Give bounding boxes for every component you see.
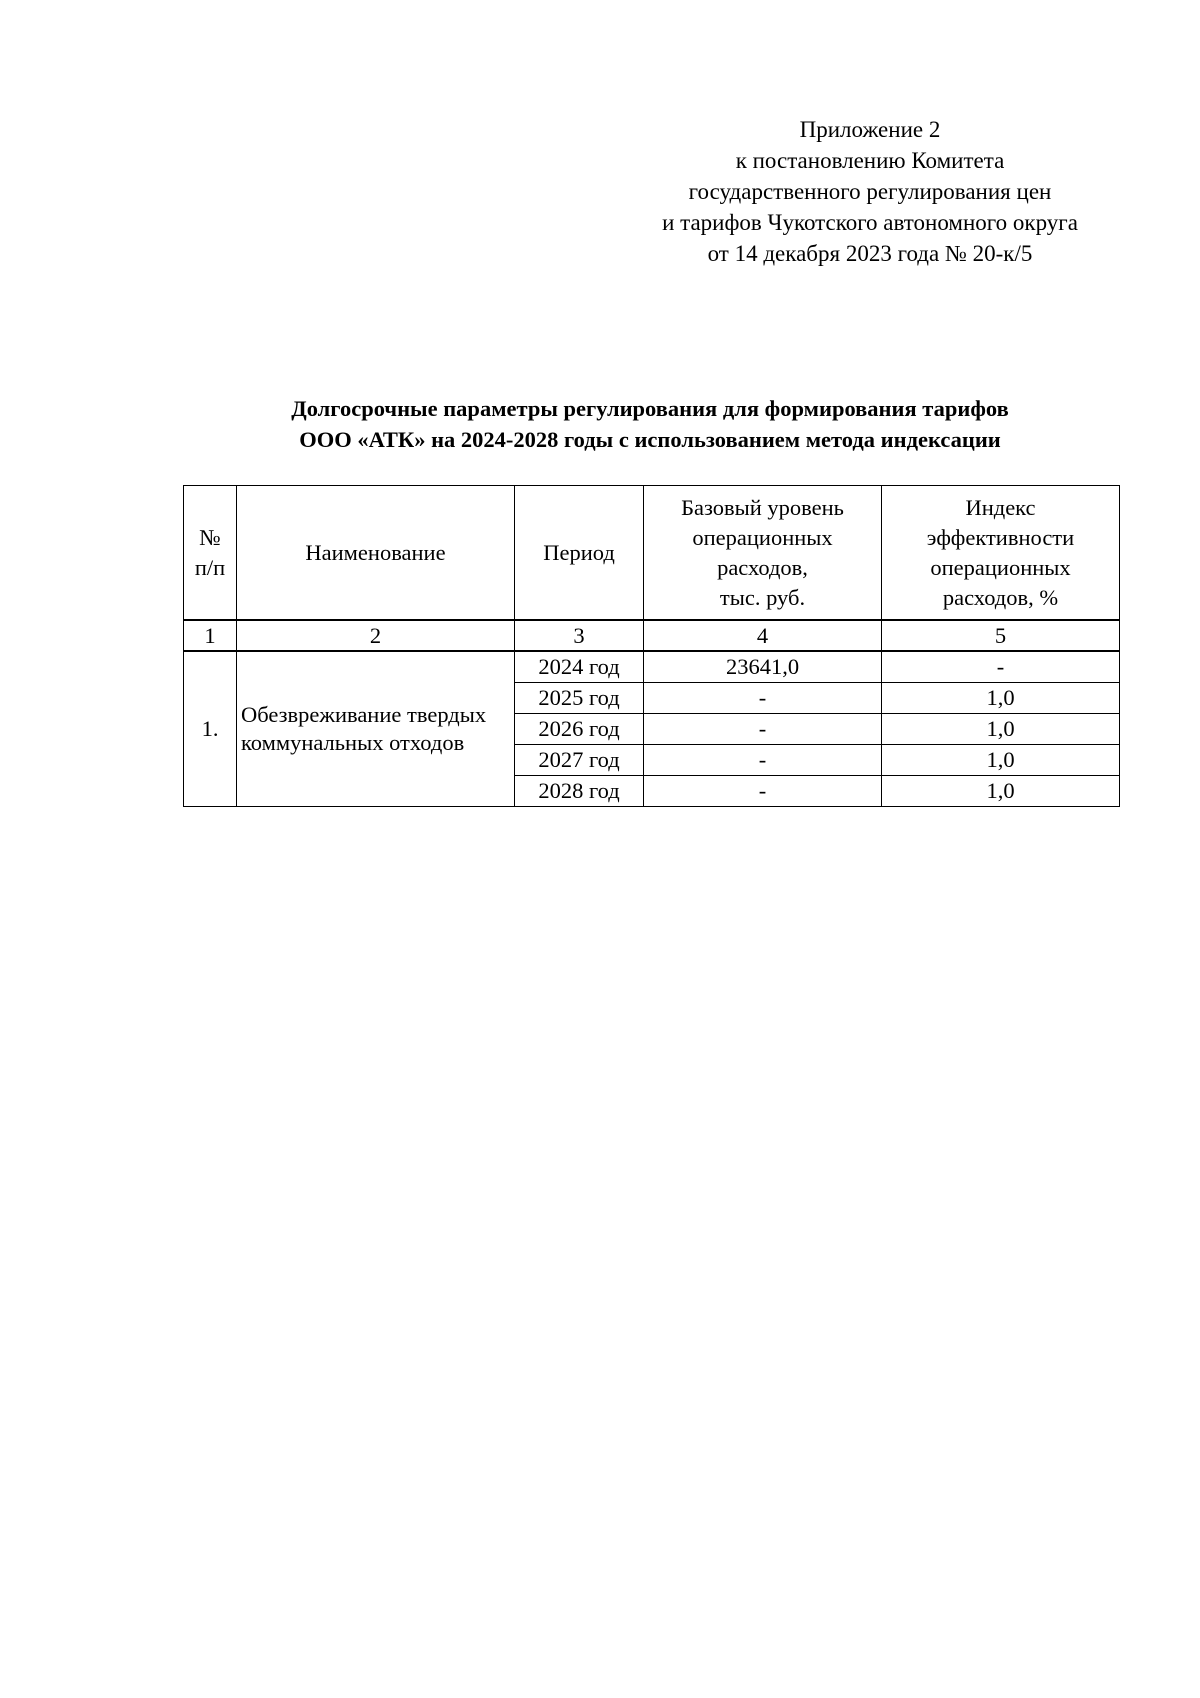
appendix-line: от 14 декабря 2023 года № 20-к/5 xyxy=(707,241,1033,266)
header-base-level: Базовый уровень операционных расходов, тыс. руб. xyxy=(644,486,882,621)
header-name: Наименование xyxy=(237,486,515,621)
header-efficiency-index: Индекс эффективности операционных расходов, % xyxy=(882,486,1120,621)
efficiency-index-cell: 1,0 xyxy=(882,776,1120,807)
title-line: ООО «АТК» на 2024-2028 годы с использованием метода индексации xyxy=(299,427,1001,452)
period-cell: 2028 год xyxy=(515,776,644,807)
table-header-row xyxy=(184,486,1120,621)
row-name-cell: Обезвреживание твердых коммунальных отходов xyxy=(237,651,515,807)
base-level-cell: - xyxy=(644,683,882,714)
row-num-cell: 1. xyxy=(184,651,237,807)
column-number: 3 xyxy=(515,620,644,651)
period-cell: 2025 год xyxy=(515,683,644,714)
header-num: № п/п xyxy=(184,486,237,621)
period-cell: 2024 год xyxy=(515,651,644,683)
efficiency-index-cell: 1,0 xyxy=(882,683,1120,714)
column-number: 4 xyxy=(644,620,882,651)
column-number: 1 xyxy=(184,620,237,651)
efficiency-index-cell: - xyxy=(882,651,1120,683)
base-level-cell: - xyxy=(644,745,882,776)
document-title xyxy=(180,393,1120,455)
column-number-row xyxy=(184,620,1120,651)
table-row xyxy=(184,651,1120,683)
appendix-block xyxy=(640,114,1100,269)
base-level-cell: - xyxy=(644,776,882,807)
base-level-cell: - xyxy=(644,714,882,745)
period-cell: 2026 год xyxy=(515,714,644,745)
appendix-line: к постановлению Комитета xyxy=(735,148,1005,173)
column-number: 2 xyxy=(237,620,515,651)
column-number: 5 xyxy=(882,620,1120,651)
parameters-table xyxy=(183,485,1120,807)
appendix-line: Приложение 2 xyxy=(799,117,941,142)
appendix-line: и тарифов Чукотского автономного округа xyxy=(662,210,1078,235)
header-period: Период xyxy=(515,486,644,621)
title-line: Долгосрочные параметры регулирования для формирования тарифов xyxy=(291,396,1009,421)
efficiency-index-cell: 1,0 xyxy=(882,714,1120,745)
period-cell: 2027 год xyxy=(515,745,644,776)
efficiency-index-cell: 1,0 xyxy=(882,745,1120,776)
base-level-cell: 23641,0 xyxy=(644,651,882,683)
appendix-line: государственного регулирования цен xyxy=(688,179,1052,204)
